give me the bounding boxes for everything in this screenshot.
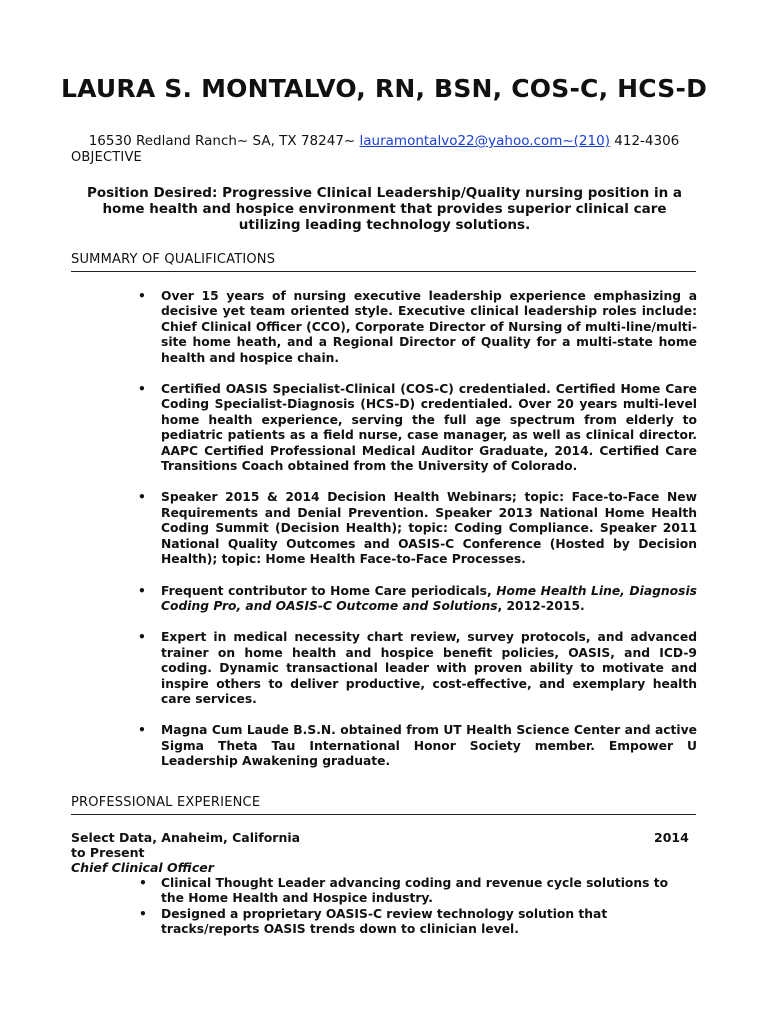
job-bullets (134, 876, 694, 938)
summary-list (72, 289, 697, 770)
bullet-icon: • (138, 583, 146, 598)
experience-divider (71, 814, 696, 815)
position-desired: Position Desired: Progressive Clinical Leadership/Quality nursing position in a home health and hospice environment that provides superior clinical care utilizing leading technology solutions. (86, 185, 683, 233)
summary-heading: SUMMARY OF QUALIFICATIONS (71, 252, 276, 267)
list-item: • Magna Cum Laude B.S.N. obtained from UT Health Science Center and active Sigma Theta Tau International Honor Society member. Empower U Leadership Awakening graduate. (138, 723, 697, 769)
bullet-icon: • (139, 876, 147, 890)
summary-divider (71, 271, 696, 272)
bullet-icon: • (138, 289, 146, 303)
bullet-icon: • (138, 382, 146, 397)
list-item: • Over 15 years of nursing executive leadership experience emphasizing a decisive yet team oriented style. Executive clinical leadership roles include: Chief Clinical Officer (CCO), Corporate Director of Nursing of multi-line/multi-site home heath, and a Regional Director of Quality for a multi-state home health and hospice chain. (138, 289, 697, 365)
list-item: • Designed a proprietary OASIS-C review technology solution that tracks/reports OASIS trends down to clinician level. (139, 906, 608, 937)
bullet-icon: • (138, 490, 146, 505)
objective-heading: OBJECTIVE (71, 150, 142, 165)
job-start-date: 2014 (654, 830, 689, 845)
job-title: Chief Clinical Officer (71, 860, 214, 875)
employer-name: Select Data, Anaheim, California (71, 830, 301, 845)
list-item: • Speaker 2015 & 2014 Decision Health Webinars; topic: Face-to-Face New Requirements and Denial Prevention. Speaker 2013 National Home Health Coding Summit (Decision Health); topic: Coding Compliance. Speaker 2011 National Quality Outcomes and OASIS-C Conference (Hosted by Decision Health); topic: Home Health Face-to-Face Processes. (138, 490, 697, 567)
phone-text: 412-4306 (609, 133, 680, 149)
experience-heading: PROFESSIONAL EXPERIENCE (71, 795, 261, 810)
candidate-name: LAURA S. MONTALVO, RN, BSN, COS-C, HCS-D (60, 74, 708, 103)
list-item: • Clinical Thought Leader advancing coding and revenue cycle solutions to the Home Health and Hospice industry. (139, 876, 669, 906)
email-link[interactable]: lauramontalvo22@yahoo.com~(210) (359, 133, 610, 149)
bullet-icon: • (138, 723, 146, 738)
contact-line (60, 132, 708, 150)
address-text: 16530 Redland Ranch~ SA, TX 78247~ (88, 133, 360, 149)
job-end-date: to Present (71, 845, 145, 860)
bullet-icon: • (138, 630, 146, 645)
bullet-icon: • (139, 906, 147, 921)
list-item: • Certified OASIS Specialist-Clinical (COS-C) credentialed. Certified Home Care Coding Specialist-Diagnosis (HCS-D) credentialed. Over 20 years multi-level home health experience, serving the full age spectrum from elderly to pediatric patients as a field nurse, case manager, as well as clinical director. AAPC Certified Professional Medical Auditor Graduate, 2014. Certified Care Transitions Coach obtained from the University of Colorado. (138, 382, 697, 474)
list-item: • Expert in medical necessity chart review, survey protocols, and advanced trainer on home health and hospice benefit policies, OASIS, and ICD-9 coding. Dynamic transactional leader with proven ability to motivate and inspire others to deliver productive, cost-effective, and exemplary health care services. (138, 630, 697, 706)
list-item: • Frequent contributor to Home Care periodicals, Home Health Line, Diagnosis Coding Pro, and OASIS-C Outcome and Solutions, 2012-2015. (138, 583, 697, 613)
